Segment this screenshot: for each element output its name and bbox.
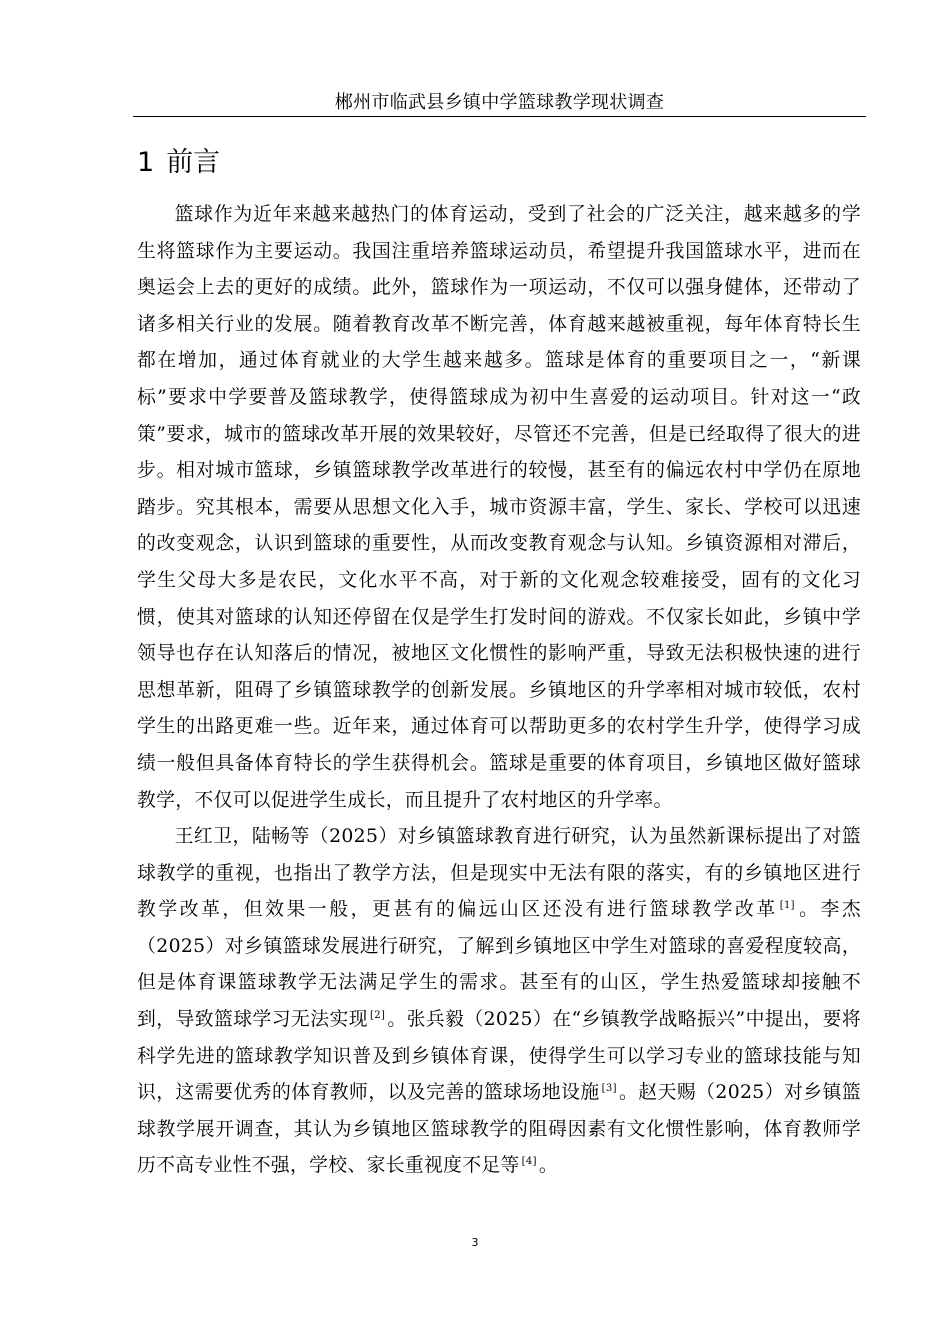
citation-4: [4] xyxy=(521,1156,537,1168)
literature-text-3: 。张兵毅（2025）在“乡镇教学战略振兴”中提出，要将科学先进的篮球教学知识普及到乡镇体育课，使得学生可以学习专业的篮球技能与知识，这需要优秀的体育教师，以及完善的篮球场地设施 xyxy=(137,1009,862,1104)
literature-text-1: 王红卫，陆畅等（2025）对乡镇篮球教育进行研究，认为虽然新课标提出了对篮球教学的重视，也指出了教学方法，但是现实中无法有限的落实，有的乡镇地区进行教学改革，但效果一般，更甚有的偏远山区还没有进行篮球教学改革 xyxy=(137,826,861,921)
section-heading xyxy=(137,145,220,181)
citation-3: [3] xyxy=(601,1083,617,1095)
section-title: 前言 xyxy=(166,147,221,178)
page-number: 3 xyxy=(471,1236,479,1249)
paragraph-intro: 篮球作为近年来越来越热门的体育运动，受到了社会的广泛关注，越来越多的学生将篮球作为主要运动。我国注重培养篮球运动员，希望提升我国篮球水平，进而在奥运会上去的更好的成绩。此外，篮球作为一项运动，不仅可以强身健体，还带动了诸多相关行业的发展。随着教育改革不断完善，体育越来越被重视，每年体育特长生都在增加，通过体育就业的大学生越来越多。篮球是体育的重要项目之一，“新课标”要求中学要普及篮球教学，使得篮球成为初中生喜爱的运动项目。针对这一“政策”要求，城市的篮球改革开展的效果较好，尽管还不完善，但是已经取得了很大的进步。相对城市篮球，乡镇篮球教学改革进行的较慢，甚至有的偏远农村中学仍在原地踏步。究其根本，需要从思想文化入手，城市资源丰富，学生、家长、学校可以迅速的改变观念，认识到篮球的重要性，从而改变教育观念与认知。乡镇资源相对滞后，学生父母大多是农民，文化水平不高，对于新的文化观念较难接受，固有的文化习惯，使其对篮球的认知还停留在仅是学生打发时间的游戏。不仅家长如此，乡镇中学领导也存在认知落后的情况，被地区文化惯性的影响严重，导致无法积极快速的进行思想革新，阻碍了乡镇篮球教学的创新发展。乡镇地区的升学率相对城市较低，农村学生的出路更难一些。近年来，通过体育可以帮助更多的农村学生升学，使得学习成绩一般但具备体育特长的学生获得机会。篮球是重要的体育项目，乡镇地区做好篮球教学，不仅可以促进学生成长，而且提升了农村地区的升学率。 xyxy=(137,204,861,811)
body-text xyxy=(137,197,861,1185)
paragraph-literature xyxy=(137,819,861,1185)
section-number: 1 xyxy=(137,147,155,178)
citation-1: [1] xyxy=(779,900,795,912)
citation-2: [2] xyxy=(370,1010,386,1022)
literature-text-5: 。 xyxy=(538,1155,558,1177)
literature-text-4: 。赵天赐（2025）对乡镇篮球教学展开调查，其认为乡镇地区篮球教学的阻碍因素有文化惯性影响，体育教师学历不高专业性不强，学校、家长重视度不足等 xyxy=(137,1082,861,1177)
running-header: 郴州市临武县乡镇中学篮球教学现状调查 xyxy=(133,90,866,117)
literature-text-2: 。李杰（2025）对乡镇篮球发展进行研究，了解到乡镇地区中学生对篮球的喜爱程度较高，但是体育课篮球教学无法满足学生的需求。甚至有的山区，学生热爱篮球却接触不到，导致篮球学习无法实现 xyxy=(137,899,861,1031)
